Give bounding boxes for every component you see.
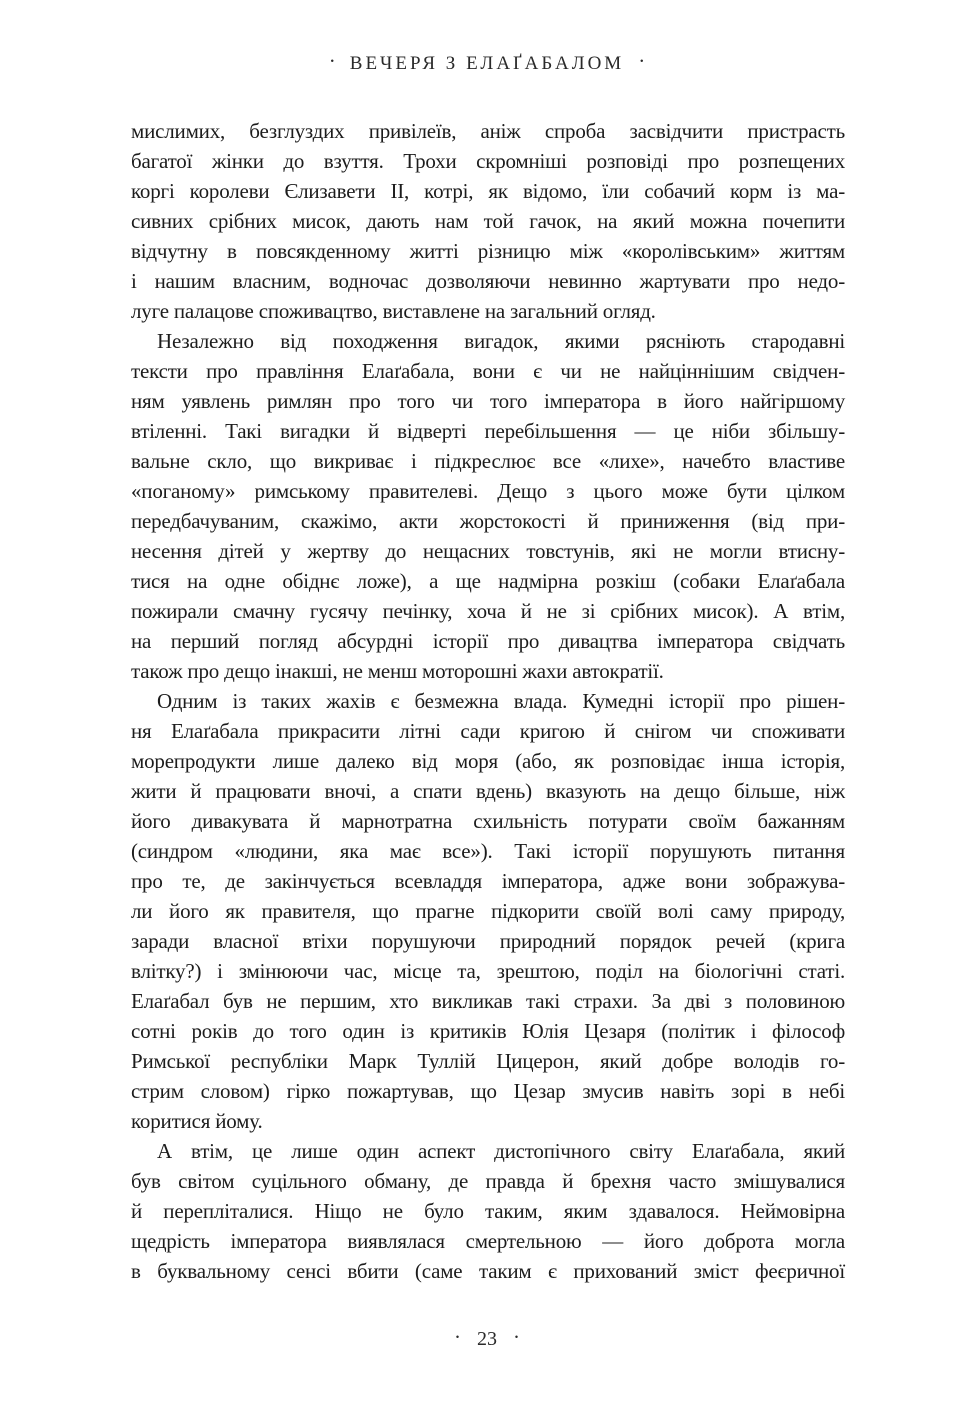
chapter-title: ВЕЧЕРЯ З ЕЛАҐАБАЛОМ xyxy=(349,53,625,74)
text-line: й перепліталися. Ніщо не було таким, яким здавалося. Неймовірна xyxy=(131,1199,845,1223)
text-line: морепродукти лише далеко від моря (або, як розповідає інша історія, xyxy=(131,749,845,773)
text-line: луге палацове споживацтво, виставлене на загальний огляд. xyxy=(131,299,656,323)
footer-dot-right: · xyxy=(513,1325,520,1349)
text-line: його дивакувата й марнотратна схильність потурати своїм бажанням xyxy=(131,809,845,833)
text-line: стрим словом) гірко пожартував, що Цезар змусив навіть зорі в небі xyxy=(131,1079,845,1103)
text-line: (синдром «людини, яка має все»). Такі історії порушують питання xyxy=(131,839,845,863)
body-text xyxy=(131,116,845,1286)
text-line: коргі королеви Єлизавети II, котрі, як відомо, їли собачий корм із ма- xyxy=(131,179,845,203)
text-line: Незалежно від походження вигадок, якими рясніють стародавні xyxy=(157,329,845,353)
text-line: втіленні. Такі вигадки й відверті перебільшення — це ніби збільшу- xyxy=(131,419,845,443)
text-line: передбачуваним, скажімо, акти жорстокості й приниження (від при- xyxy=(131,509,845,533)
text-line: ням уявлень римлян про того чи того імператора в його найгіршому xyxy=(131,389,845,413)
text-line: пожирали смачну гусячу печінку, хоча й не зі срібних мисок). А втім, xyxy=(131,599,845,623)
page-footer xyxy=(0,1326,974,1351)
text-line: вальне скло, що викриває і підкреслює все «лихе», начебто властиве xyxy=(131,449,845,473)
text-line: влітку?) і змінюючи час, місце та, зрештою, поділ на біологічні статі. xyxy=(131,959,845,983)
text-line: сотні років до того один із критиків Юлія Цезаря (політик і філософ xyxy=(131,1019,845,1043)
paragraph xyxy=(131,1136,845,1286)
paragraph xyxy=(131,686,845,1136)
text-line: Елаґабал був не першим, хто викликав такі страхи. За дві з половиною xyxy=(131,989,845,1013)
header-dot-left: · xyxy=(328,49,336,73)
text-line: щедрість імператора виявлялася смертельною — його доброта могла xyxy=(131,1229,845,1253)
text-line: Римської республіки Марк Туллій Цицерон, який добре володів го- xyxy=(131,1049,845,1073)
text-line: на перший погляд абсурдні історії про дивацтва імператора свідчать xyxy=(131,629,845,653)
text-line: Одним із таких жахів є безмежна влада. Кумедні історії про рішен- xyxy=(157,689,845,713)
text-line: про те, де закінчується всевладдя імператора, адже вони зображува- xyxy=(131,869,845,893)
footer-dot-left: · xyxy=(454,1325,461,1349)
paragraph xyxy=(131,116,845,326)
text-line: сивних срібних мисок, дають нам той гачок, на який можна почепити xyxy=(131,209,845,233)
text-line: в буквальному сенсі вбити (саме таким є прихований зміст феєричної xyxy=(131,1259,845,1283)
text-line: багатої жінки до взуття. Трохи скромніші розповіді про розпещених xyxy=(131,149,845,173)
text-line: заради власної втіхи порушуючи природний порядок речей (крига xyxy=(131,929,845,953)
text-line: несення дітей у жертву до нещасних товстунів, які не могли втисну- xyxy=(131,539,845,563)
text-line: також про дещо інакші, не менш моторошні жахи автократії. xyxy=(131,659,664,683)
text-line: мислимих, безглуздих привілеїв, аніж спроба засвідчити пристрасть xyxy=(131,119,845,143)
text-line: А втім, це лише один аспект дистопічного світу Елаґабала, який xyxy=(157,1139,845,1163)
running-header xyxy=(0,50,974,75)
text-line: жити й працювати вночі, а спати вдень) вказують на дещо більше, ніж xyxy=(131,779,845,803)
text-line: «поганому» римському правителеві. Дещо з цього може бути цілком xyxy=(131,479,845,503)
text-line: ня Елаґабала прикрасити літні сади кригою й снігом чи споживати xyxy=(131,719,845,743)
text-line: тися на одне обіднє ложе), а ще надмірна розкіш (собаки Елаґабала xyxy=(131,569,845,593)
header-dot-right: · xyxy=(638,49,646,73)
text-line: і нашим власним, водночас дозволяючи невинно жартувати про недо- xyxy=(131,269,845,293)
text-line: ли його як правителя, що прагне підкорити своїй волі саму природу, xyxy=(131,899,845,923)
paragraph xyxy=(131,326,845,686)
text-line: коритися йому. xyxy=(131,1109,263,1133)
text-line: був світом суцільного обману, де правда й брехня часто змішувалися xyxy=(131,1169,845,1193)
page-number: 23 xyxy=(477,1328,497,1350)
text-line: відчутну в повсякденному житті різницю між «королівським» життям xyxy=(131,239,845,263)
text-line: тексти про правління Елаґабала, вони є чи не найціннішим свідчен- xyxy=(131,359,845,383)
